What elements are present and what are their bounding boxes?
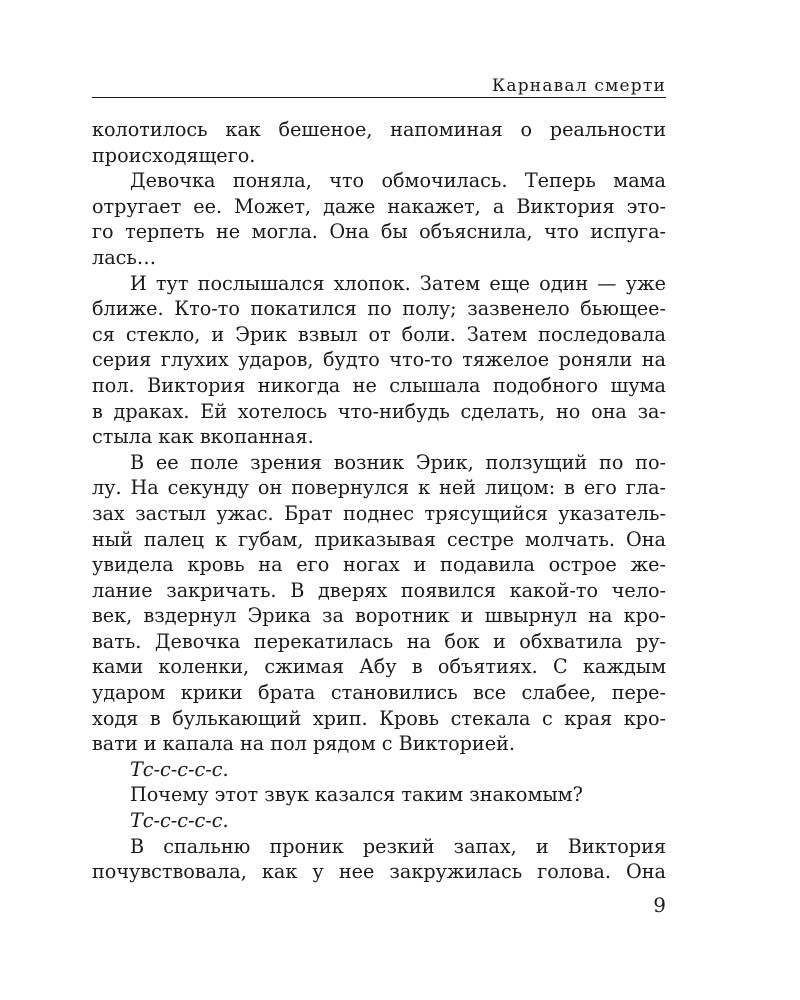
text-line: И тут послышался хлопок. Затем еще один — уже bbox=[130, 271, 666, 295]
text-line: ками коленки, сжимая Абу в объятиях. С каждым bbox=[92, 655, 666, 679]
text-line: лу. На секунду он повернулся к ней лицом: в его гла- bbox=[92, 476, 666, 500]
text-line: в драках. Ей хотелось что-нибудь сделать, но она за- bbox=[92, 399, 666, 423]
text-line: вать. Девочка перекатилась на бок и обхватила ру- bbox=[92, 629, 666, 653]
body-text bbox=[92, 117, 666, 885]
text-line: стыла как вкопанная. bbox=[92, 425, 314, 449]
text-line: ближе. Кто-то покатился по полу; зазвенело бьющее- bbox=[92, 297, 666, 321]
text-line: ный палец к губам, приказывая сестре молчать. Она bbox=[92, 527, 666, 551]
text-line: происходящего. bbox=[92, 143, 256, 167]
text-line: отругает ее. Может, даже накажет, а Виктория это- bbox=[92, 194, 666, 218]
text-line: В ее поле зрения возник Эрик, ползущий по по- bbox=[130, 450, 666, 474]
text-line: В спальню проник резкий запах, и Виктория bbox=[130, 834, 666, 858]
text-line: ударом крики брата становились все слабее, пере- bbox=[92, 681, 666, 705]
text-line: лание закричать. В дверях появился какой-то чело- bbox=[92, 578, 666, 602]
text-line: ся стекло, и Эрик взвыл от боли. Затем последовала bbox=[92, 322, 666, 346]
text-line: колотилось как бешеное, напоминая о реальности bbox=[92, 118, 666, 141]
text-line: ходя в булькающий хрип. Кровь стекала с края кро- bbox=[92, 706, 666, 730]
text-line: век, вздернул Эрика за воротник и швырнул на кро- bbox=[92, 604, 666, 628]
text-line: увидела кровь на его ногах и подавила острое же- bbox=[92, 553, 666, 577]
text-line: почувствовала, как у нее закружилась голова. Она bbox=[92, 860, 666, 884]
text-line: Девочка поняла, что обмочилась. Теперь мама bbox=[130, 169, 666, 193]
text-line: зах застыл ужас. Брат поднес трясущийся указатель- bbox=[92, 501, 666, 525]
text-line: серия глухих ударов, будто что-то тяжелое роняли на bbox=[92, 348, 666, 372]
text-line-italic: Тс-с-с-с-с. bbox=[130, 757, 229, 781]
text-line: лась… bbox=[92, 245, 157, 269]
text-line: Почему этот звук казался таким знакомым? bbox=[130, 783, 583, 807]
text-line: вати и капала на пол рядом с Викторией. bbox=[92, 732, 515, 756]
page-number: 9 bbox=[653, 893, 666, 917]
text-line: го терпеть не могла. Она бы объяснила, что испуга- bbox=[92, 220, 666, 244]
text-line-italic: Тс-с-с-с-с. bbox=[130, 809, 229, 833]
text-line: пол. Виктория никогда не слышала подобного шума bbox=[92, 373, 666, 397]
running-title: Карнавал смерти bbox=[492, 76, 666, 96]
header-rule bbox=[92, 97, 666, 98]
